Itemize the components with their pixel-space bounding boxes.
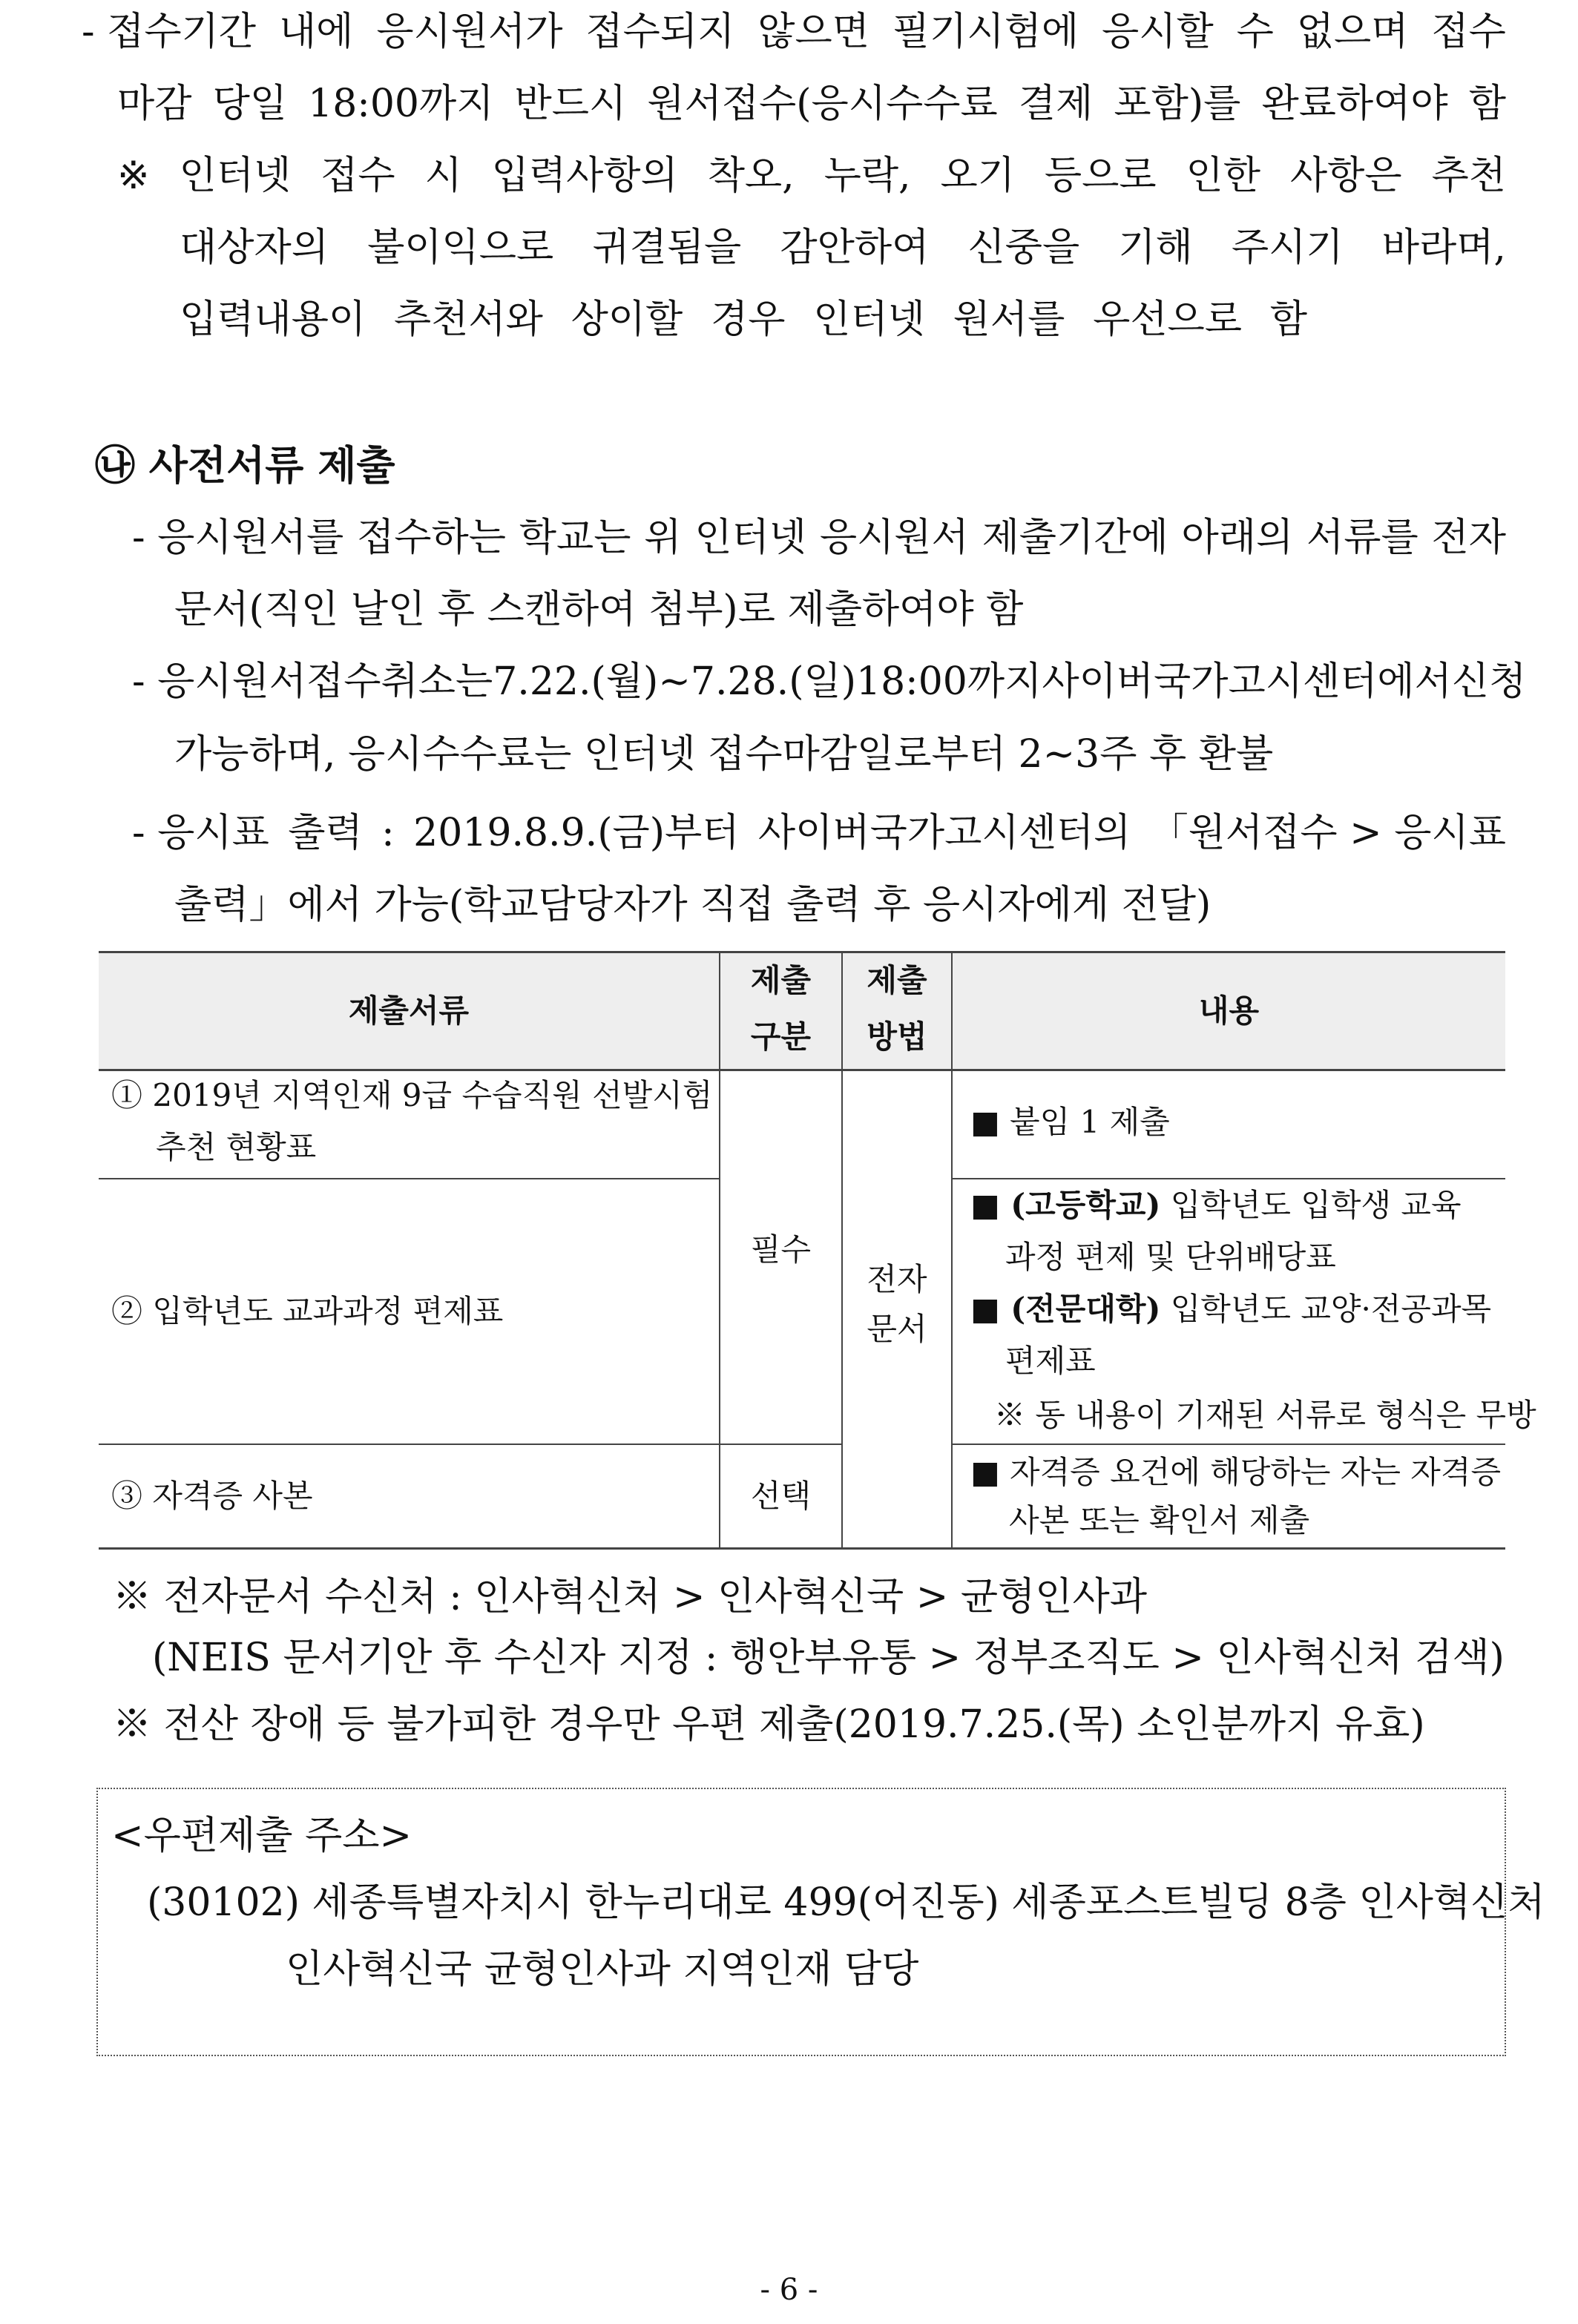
para-line-1 — [82, 6, 1506, 58]
bullet-2-line-1 — [132, 656, 1527, 708]
type-required: 필수 — [750, 1231, 812, 1268]
word: 바라며, — [1381, 226, 1506, 270]
method-electronic-1: 전자 — [867, 1261, 927, 1297]
word: 7.22.(월)~7.28.(일) — [493, 659, 857, 704]
note-line-1 — [117, 150, 1506, 202]
word: - 응시표 — [132, 811, 269, 855]
word: 완료하여야 — [1261, 82, 1448, 126]
word: 응시할 — [1102, 10, 1214, 54]
row-2-content-line-4: 편제표 — [1005, 1343, 1096, 1379]
word: 응시원서가 — [376, 10, 563, 54]
word: ※ — [117, 154, 150, 198]
row-3-content-line-1: ■ 자격증 요건에 해당하는 자는 자격증 — [970, 1454, 1502, 1490]
word: 2019.8.9.(금)부터 — [413, 811, 740, 855]
word: 주시기 — [1231, 226, 1344, 270]
row-2-content-1-rest: 입학년도 입학생 교육 — [1160, 1187, 1462, 1223]
table-border-bottom — [99, 1547, 1505, 1550]
postal-address-line-2: 인사혁신국 균형인사과 지역인재 담당 — [286, 1947, 919, 1992]
row-3-type: 선택 — [750, 1478, 812, 1514]
word: 함 — [1468, 82, 1506, 126]
row-2-content-3-rest: 입학년도 교양·전공과목 — [1160, 1291, 1492, 1327]
word: 시 — [424, 154, 462, 198]
word: 누락, — [823, 154, 911, 198]
table-vline-3 — [951, 951, 953, 1550]
word: 오기 — [940, 154, 1015, 198]
word: 18:00까지 — [856, 659, 1042, 704]
header-method-1: 제출 — [867, 962, 927, 998]
section-heading: ㉯ 사전서류 제출 — [95, 441, 395, 489]
word: 접수되지 — [585, 10, 735, 54]
word: 입력사항의 — [491, 154, 678, 198]
note-line-2 — [180, 222, 1506, 274]
bullet-1-line-1 — [132, 512, 1506, 564]
word: 마감 — [117, 82, 192, 126]
word: 필기시험에 — [892, 10, 1079, 54]
word: 인터넷 — [813, 297, 925, 342]
word: 취소는 — [381, 659, 493, 704]
word: 상이할 — [571, 297, 683, 342]
word: 신청 — [1451, 659, 1527, 704]
word: 서류를 — [1306, 516, 1418, 560]
row-2-content-3-bold: ■ (전문대학) — [970, 1291, 1161, 1327]
word: 전자 — [1431, 516, 1506, 560]
table-row-2-bottom-left — [99, 1444, 842, 1445]
row-3-content-line-2: 사본 또는 확인서 제출 — [1009, 1502, 1310, 1538]
row-2-content-1-bold: ■ (고등학교) — [970, 1187, 1161, 1223]
header-type-1: 제출 — [750, 962, 812, 998]
word: 제출기간에 — [982, 516, 1168, 560]
word: : — [381, 811, 395, 855]
row-2-content-line-1 — [970, 1183, 1462, 1228]
word: 접수 — [306, 659, 381, 704]
bullet-1-line-2: 문서(직인 날인 후 스캔하여 첨부)로 제출하여야 함 — [174, 587, 1024, 632]
word: 응시원서 — [819, 516, 969, 560]
bullet-2-line-2: 가능하며, 응시수수료는 인터넷 접수마감일로부터 2~3주 후 환불 — [174, 732, 1274, 777]
word: 없으며 — [1296, 10, 1409, 54]
word: 등으로 — [1044, 154, 1157, 198]
word: 내에 — [278, 10, 354, 54]
header-method-2: 방법 — [867, 1018, 927, 1055]
word: 아래의 — [1181, 516, 1294, 560]
word: 학교는 — [519, 516, 631, 560]
postal-note: ※ 전산 장애 등 불가피한 경우만 우편 제출(2019.7.25.(목) 소인분까지 유효) — [113, 1702, 1425, 1747]
para-line-2 — [117, 78, 1506, 130]
row-1-doc-line-1: ① 2019년 지역인재 9급 수습직원 선발시험 — [111, 1077, 713, 1113]
row-2-doc: ② 입학년도 교과과정 편제표 — [111, 1293, 504, 1329]
word: 않으면 — [757, 10, 869, 54]
word: 대상자의 — [180, 226, 329, 270]
word: 함 — [1269, 297, 1307, 342]
word: 접수 — [1431, 10, 1506, 54]
word: 인터넷 — [179, 154, 292, 198]
word: 감안하여 — [780, 226, 930, 270]
row-2-content-line-5: ※ 동 내용이 기재된 서류로 형식은 무방 — [994, 1397, 1536, 1433]
word: 우선으로 — [1093, 297, 1243, 342]
word: 위 — [644, 516, 682, 560]
word: 추천서와 — [393, 297, 543, 342]
receiver-note-line-1: ※ 전자문서 수신처 : 인사혁신처 > 인사혁신국 > 균형인사과 — [113, 1575, 1147, 1619]
note-line-3 — [180, 294, 1307, 346]
postal-box-title: <우편제출 주소> — [111, 1814, 412, 1858]
row-2-content-line-3 — [970, 1287, 1491, 1331]
word: 신중을 — [967, 226, 1080, 270]
table-header-bottom — [99, 1069, 1505, 1071]
word: 원서접수(응시수수료 — [647, 82, 998, 126]
word: 접수 — [320, 154, 395, 198]
word: 사이버국가고시센터의 — [757, 811, 1131, 855]
bullet-3-line-2: 출력」에서 가능(학교담당자가 직접 출력 후 응시자에게 전달) — [174, 883, 1212, 927]
word: - 응시원서 — [132, 659, 307, 704]
word: 인한 — [1186, 154, 1260, 198]
word: 추천 — [1431, 154, 1506, 198]
word: - 응시원서를 — [132, 516, 344, 560]
word: 수 — [1236, 10, 1274, 54]
word: 인터넷 — [694, 516, 807, 560]
word: - 접수기간 — [82, 10, 257, 54]
page-number: - 6 - — [760, 2273, 818, 2307]
word: 입력내용이 — [180, 297, 366, 342]
word: 「원서접수 > 응시표 — [1149, 811, 1506, 855]
header-type-2: 구분 — [750, 1018, 812, 1055]
header-content: 내용 — [1198, 993, 1260, 1029]
word: 사항은 — [1289, 154, 1402, 198]
word: 반드시 — [514, 82, 627, 126]
table-row-1-bottom-right — [951, 1178, 1505, 1179]
word: 착오, — [707, 154, 795, 198]
word: 기해 — [1118, 226, 1193, 270]
word: 불이익으로 — [367, 226, 554, 270]
word: 결제 — [1018, 82, 1094, 126]
table-row-1-bottom-left — [99, 1178, 720, 1179]
word: 귀결됨을 — [592, 226, 742, 270]
header-doc: 제출서류 — [348, 993, 470, 1029]
row-1-content: ■ 붙임 1 제출 — [970, 1104, 1170, 1140]
word: 접수하는 — [357, 516, 506, 560]
row-1-doc-line-2: 추천 현황표 — [156, 1129, 317, 1165]
receiver-note-line-2: (NEIS 문서기안 후 수신자 지정 : 행안부유통 > 정부조직도 > 인사혁신처 검색) — [152, 1636, 1505, 1680]
bullet-3-line-1 — [132, 807, 1506, 859]
word: 사이버국가고시센터에서 — [1042, 659, 1452, 704]
word: 경우 — [711, 297, 786, 342]
word: 18:00까지 — [308, 82, 494, 126]
table-row-2-bottom-right — [951, 1444, 1505, 1445]
word: 원서를 — [953, 297, 1065, 342]
table-border-top — [99, 951, 1505, 953]
row-2-content-line-2: 과정 편제 및 단위배당표 — [1005, 1239, 1336, 1275]
word: 포함)를 — [1114, 82, 1241, 126]
row-3-doc: ③ 자격증 사본 — [111, 1478, 313, 1514]
method-electronic-2: 문서 — [867, 1311, 927, 1347]
postal-address-line-1: (30102) 세종특별자치시 한누리대로 499(어진동) 세종포스트빌딩 8층 인사혁신처 — [147, 1880, 1545, 1925]
word: 당일 — [212, 82, 288, 126]
word: 출력 — [288, 811, 363, 855]
